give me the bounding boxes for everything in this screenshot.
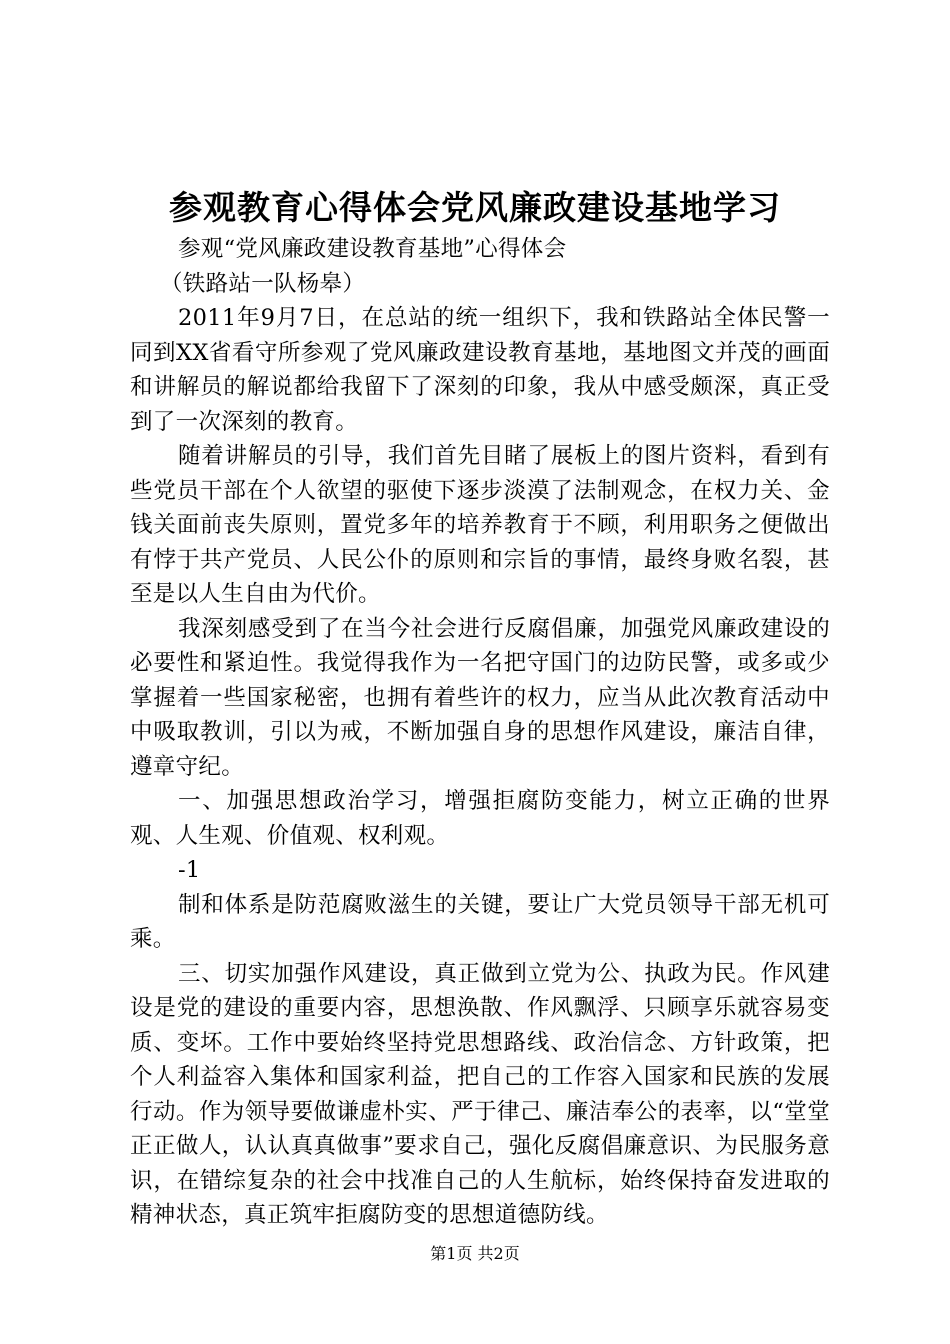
document-title: 参观教育心得体会党风廉政建设基地学习 — [169, 188, 781, 227]
paragraph-3: 我深刻感受到了在当今社会进行反腐倡廉，加强党风廉政建设的必要性和紧迫性。我觉得我作为一名把守国门的边防民警，或多或少掌握着一些国家秘密，也拥有着些许的权力，应当从此次教育活动中中吸取教训，引以为戒，不断加强自身的思想作风建设，廉洁自律，遵章守纪。 — [130, 615, 830, 780]
page-footer: 第1页 共2页 — [430, 1244, 520, 1263]
paragraph-6: 三、切实加强作风建设，真正做到立党为公、执政为民。作风建设是党的建设的重要内容，思想涣散、作风飘浮、只顾享乐就容易变质、变坏。工作中要始终坚持党思想路线、政治信念、方针政策，把个人利益容入集体和国家利益，把自己的工作容入国家和民族的发展行动。作为领导要做谦虚朴实、严于律己、廉洁奉公的表率，以“堂堂正正做人，认认真真做事”要求自己，强化反腐倡廉意识、为民服务意识，在错综复杂的社会中找准自己的人生航标，始终保持奋发进取的精神状态，真正筑牢拒腐防变的思想道德防线。 — [130, 960, 830, 1228]
document-author: （铁路站一队杨皋） — [160, 270, 366, 297]
document-subtitle: 参观“党风廉政建设教育基地”心得体会 — [178, 236, 567, 262]
document-body — [130, 232, 830, 1233]
paragraph-4: 一、加强思想政治学习，增强拒腐防变能力，树立正确的世界观、人生观、价值观、权利观。 — [130, 788, 830, 849]
paragraph-5: 制和体系是防范腐败滋生的关键，要让广大党员领导干部无机可乘。 — [130, 891, 830, 952]
page-marker: -1 — [178, 857, 201, 883]
paragraph-1: 2011年9月7日，在总站的统一组织下，我和铁路站全体民警一同到XX省看守所参观了党风廉政建设教育基地，基地图文并茂的画面和讲解员的解说都给我留下了深刻的印象，我从中感受颇深，真正受到了一次深刻的教育。 — [130, 305, 830, 435]
paragraph-2: 随着讲解员的引导，我们首先目睹了展板上的图片资料，看到有些党员干部在个人欲望的驱使下逐步淡漠了法制观念，在权力关、金钱关面前丧失原则，置党多年的培养教育于不顾，利用职务之便做出有悖于共产党员、人民公仆的原则和宗旨的事情，最终身败名裂，甚至是以人生自由为代价。 — [130, 443, 830, 607]
